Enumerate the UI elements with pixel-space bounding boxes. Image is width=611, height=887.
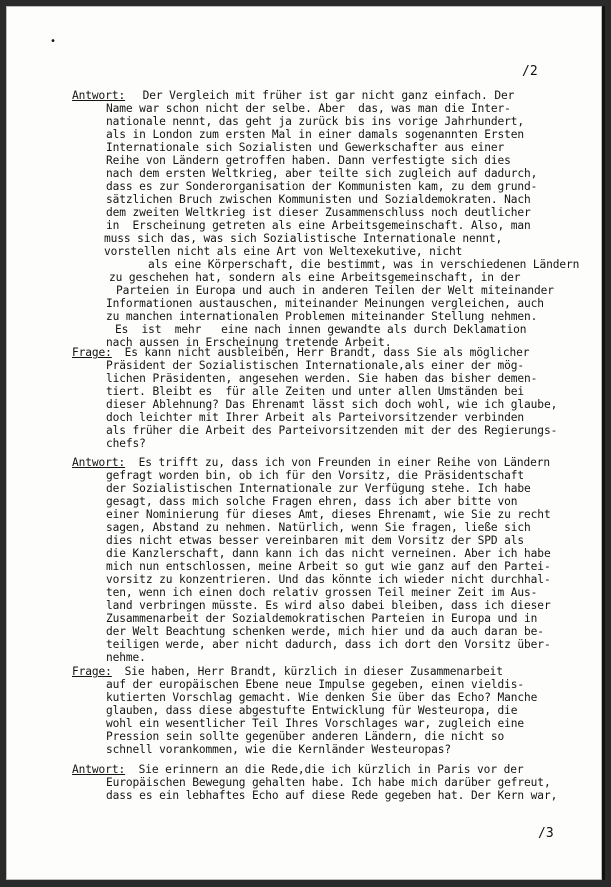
text-line: Sie haben, Herr Brandt, kürzlich in dieser Zusammenarbeit — [118, 665, 503, 678]
text-line: wohl ein wesentlicher Teil Ihres Vorschlages war, zugleich eine — [106, 717, 525, 730]
text-line: Parteien in Europa und auch in anderen Teilen der Welt miteinander — [116, 284, 554, 297]
text-line: Reihe von Ländern getroffen haben. Dann verfestigte sich dies — [106, 154, 511, 167]
text-line: gesagt, dass mich solche Fragen ehren, dass ich aber bitte von — [106, 495, 518, 508]
text-line: schnell vorankommen, wie die Kernländer Westeuropas? — [106, 743, 452, 756]
text-line: als früher die Arbeit des Parteivorsitzenden mit der des Regierungs- — [106, 424, 558, 437]
speaker-label: Antwort: — [72, 763, 126, 776]
text-line: zu geschehen hat, sondern als eine Arbeitsgemeinschaft, in der — [109, 271, 521, 284]
text-line: einer Nominierung für dieses Amt, dieses Ehrenamt, wie Sie zu recht — [106, 508, 551, 521]
text-line: sätzlichen Bruch zwischen Kommunisten und Sozialdemokraten. Nach — [106, 193, 531, 206]
text-line: der Welt Beachtung schenken werde, mich hier und da auch daran be- — [106, 625, 544, 638]
text-line: chefs? — [106, 437, 146, 450]
text-line: doch leichter mit Ihrer Arbeit als Parteivorsitzender verbinden — [106, 411, 525, 424]
page-number-top: /2 — [522, 64, 538, 79]
text-line: die Kanzlerschaft, dann kann ich das nicht verneinen. Aber ich habe — [106, 547, 551, 560]
text-line: gefragt worden bin, ob ich für den Vorsitz, die Präsidentschaft — [106, 469, 525, 482]
text-line: land verbringen müsste. Es wird also dabei bleiben, dass ich dieser — [106, 599, 551, 612]
text-line: dem zweiten Weltkrieg ist dieser Zusammenschluss noch deutlicher — [106, 206, 531, 219]
speaker-label: Antwort: — [72, 89, 126, 102]
text-line: Sie erinnern an die Rede,die ich kürzlich in Paris vor der — [132, 763, 524, 776]
text-line: Name war schon nicht der selbe. Aber das, was man die Inter- — [106, 102, 511, 115]
text-line: Der Vergleich mit früher ist gar nicht ganz einfach. Der — [136, 89, 515, 102]
speaker-label: Frage: — [72, 346, 112, 359]
text-line: kutierten Vorschlag gemacht. Wie denken Sie über das Echo? Manche — [106, 691, 538, 704]
text-line: dass es zur Sonderorganisation der Kommunisten kam, zu dem grund- — [106, 180, 538, 193]
text-line: mich nun entschlossen, meine Arbeit so gut wie ganz auf den Partei- — [106, 560, 551, 573]
text-line: Internationale sich Sozialisten und Gewerkschafter aus einer — [106, 141, 505, 154]
text-line: nach aussen in Erscheinung tretende Arbeit. — [106, 336, 392, 349]
text-line: vorsitz zu konzentrieren. Und das könnte ich wieder nicht durchhal- — [106, 573, 551, 586]
text-line: dies nicht etwas besser vereinbaren mit dem Vorsitz der SPD als — [106, 534, 525, 547]
text-line: Es kann nicht ausbleiben, Herr Brandt, dass Sie als möglicher — [118, 346, 530, 359]
text-line: dass es ein lebhaftes Echo auf diese Rede gegeben hat. Der Kern war, — [106, 789, 558, 802]
text-line: nationale nennt, das geht ja zurück bis ins vorige Jahrhundert, — [106, 115, 525, 128]
text-line: ten, wenn ich einen doch relativ grossen Teil meiner Zeit im Aus- — [106, 586, 538, 599]
text-line: Präsident der Sozialistischen Internationale,als einer der mög- — [106, 359, 525, 372]
text-line: zu manchen internationalen Problemen miteinander Stellung nehmen. — [106, 310, 538, 323]
document-page — [6, 6, 605, 880]
text-line: der Sozialistischen Internationale zur Verfügung stehe. Ich habe — [106, 482, 531, 495]
text-line: Es trifft zu, dass ich von Freunden in einer Reihe von Ländern — [132, 456, 551, 469]
text-line: Zusammenarbeit der Sozialdemokratischen Parteien in Europa und in — [106, 612, 538, 625]
text-line: vorstellen nicht als eine Art von Weltexekutive, nicht — [104, 245, 463, 258]
page-marker: • — [50, 36, 57, 47]
text-line: sagen, Abstand zu nehmen. Natürlich, wenn Sie fragen, ließe sich — [106, 521, 531, 534]
text-line: als eine Körperschaft, die bestimmt, was in verschiedenen Ländern — [148, 258, 580, 271]
text-line: dieser Ablehnung? Das Ehrenamt lässt sich doch wohl, wie ich glaube, — [106, 398, 558, 411]
text-line: lichen Präsidenten, angesehen werden. Sie haben das bisher demen- — [106, 372, 538, 385]
text-line: teiligen werde, aber nicht dadurch, dass ich dort den Vorsitz über- — [106, 638, 551, 651]
text-line: Informationen austauschen, miteinander Meinungen vergleichen, auch — [106, 297, 544, 310]
text-line: als in London zum ersten Mal in einer damals sogenannten Ersten — [106, 128, 525, 141]
text-line: tiert. Bleibt es für alle Zeiten und unter allen Umständen bei — [106, 385, 525, 398]
text-line: in Erscheinung getreten als eine Arbeitsgemeinschaft. Also, man — [106, 219, 531, 232]
page-number-bottom: /3 — [538, 826, 554, 841]
speaker-label: Frage: — [72, 665, 112, 678]
speaker-label: Antwort: — [72, 456, 126, 469]
text-line: auf der europäischen Ebene neue Impulse gegeben, einen vieldis- — [106, 678, 525, 691]
text-line: glauben, dass diese abgestufte Entwicklung für Westeuropa, die — [106, 704, 518, 717]
text-line: Pression sein sollte gegenüber anderen Ländern, die nicht so — [106, 730, 505, 743]
text-line: nach dem ersten Weltkrieg, aber teilte sich zugleich auf dadurch, — [106, 167, 538, 180]
text-line: nehme. — [106, 651, 146, 664]
text-line: Europäischen Bewegung gehalten habe. Ich habe mich darüber gefreut, — [106, 776, 551, 789]
text-line: muss sich das, was sich Sozialistische Internationale nennt, — [104, 232, 503, 245]
text-line: Es ist mehr eine nach innen gewandte als durch Deklamation — [115, 323, 527, 336]
